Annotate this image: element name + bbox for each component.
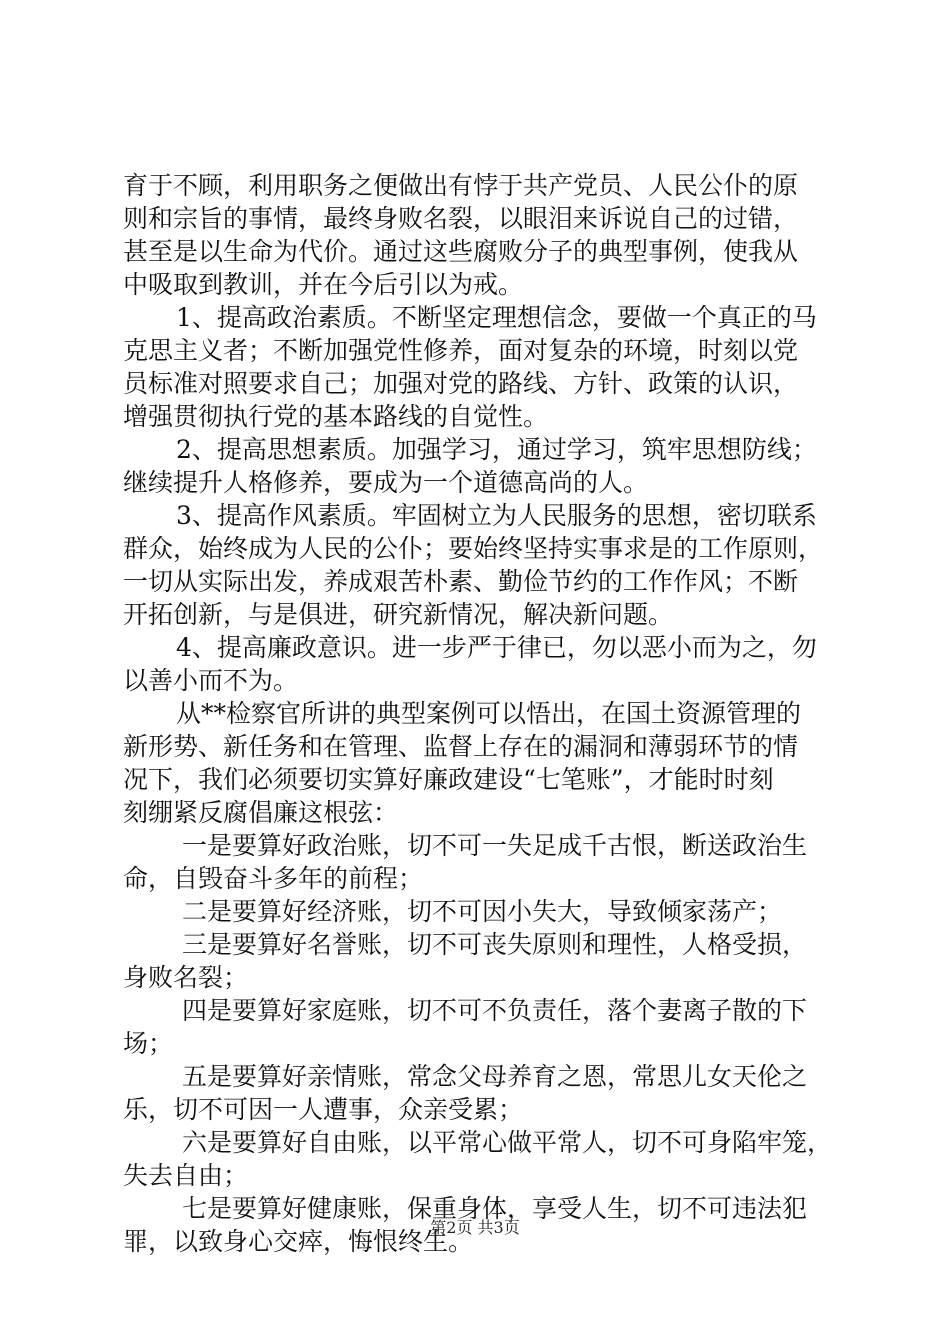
paragraph-first-line: 五是要算好亲情账，常念父母养育之恩，常思儿女天伦之 bbox=[182, 1062, 808, 1091]
text-line: 新形势、新任务和在管理、监督上存在的漏洞和薄弱环节的情 bbox=[123, 732, 799, 761]
text-line: 刻绷紧反腐倡廉这根弦： bbox=[123, 798, 399, 827]
text-line: 身败名裂； bbox=[123, 963, 249, 992]
paragraph-first-line: 一是要算好政治账，切不可一失足成千古恨，断送政治生 bbox=[182, 831, 808, 860]
paragraph-first-line: 三是要算好名誉账，切不可丧失原则和理性，人格受损， bbox=[182, 930, 808, 959]
paragraph-first-line: 六是要算好自由账，以平常心做平常人，切不可身陷牢笼， bbox=[182, 1128, 833, 1157]
paragraph-first-line: 2、提高思想素质。加强学习，通过学习，筑牢思想防线； bbox=[176, 435, 817, 464]
paragraph-first-line: 1、提高政治素质。不断坚定理想信念，要做一个真正的马 bbox=[176, 303, 817, 332]
paragraph-first-line: 七是要算好健康账，保重身体，享受人生，切不可违法犯 bbox=[182, 1194, 808, 1223]
text-line: 乐，切不可因一人遭事，众亲受累； bbox=[123, 1095, 524, 1124]
text-line: 中吸取到教训，并在今后引以为戒。 bbox=[123, 270, 524, 299]
text-line: 一切从实际出发，养成艰苦朴素、勤俭节约的工作作风；不断 bbox=[123, 567, 799, 596]
text-line: 克思主义者；不断加强党性修养，面对复杂的环境，时刻以党 bbox=[123, 336, 799, 365]
text-line: 罪，以致身心交瘁，悔恨终生。 bbox=[123, 1227, 474, 1256]
paragraph-first-line: 3、提高作风素质。牢固树立为人民服务的思想，密切联系 bbox=[176, 501, 817, 530]
text-line: 群众，始终成为人民的公仆；要始终坚持实事求是的工作原则， bbox=[123, 534, 824, 563]
paragraph-first-line: 二是要算好经济账，切不可因小失大，导致倾家荡产； bbox=[182, 897, 783, 926]
paragraph-first-line: 四是要算好家庭账，切不可不负责任，落个妻离子散的下 bbox=[182, 996, 808, 1025]
text-line: 失去自由； bbox=[123, 1161, 249, 1190]
paragraph-first-line: 4、提高廉政意识。进一步严于律已，勿以恶小而为之，勿 bbox=[176, 633, 817, 662]
text-line: 况下，我们必须要切实算好廉政建设“七笔账”，才能时时刻 bbox=[123, 765, 774, 794]
text-line: 甚至是以生命为代价。通过这些腐败分子的典型事例，使我从 bbox=[123, 237, 799, 266]
text-line: 育于不顾，利用职务之便做出有悖于共产党员、人民公仆的原 bbox=[123, 171, 799, 200]
text-line: 增强贯彻执行党的基本路线的自觉性。 bbox=[123, 402, 549, 431]
page-footer: 第2页 共3页 bbox=[430, 1218, 520, 1237]
paragraph-first-line: 从**检察官所讲的典型案例可以悟出，在国土资源管理的 bbox=[176, 699, 802, 728]
text-line: 场； bbox=[123, 1029, 174, 1058]
text-line: 则和宗旨的事情，最终身败名裂，以眼泪来诉说自己的过错， bbox=[123, 204, 799, 233]
text-line: 继续提升人格修养，要成为一个道德高尚的人。 bbox=[123, 468, 649, 497]
text-line: 员标准对照要求自己；加强对党的路线、方针、政策的认识， bbox=[123, 369, 799, 398]
text-line: 以善小而不为。 bbox=[123, 666, 299, 695]
text-line: 命，自毁奋斗多年的前程； bbox=[123, 864, 424, 893]
text-line: 开拓创新，与是俱进，研究新情况，解决新问题。 bbox=[123, 600, 674, 629]
